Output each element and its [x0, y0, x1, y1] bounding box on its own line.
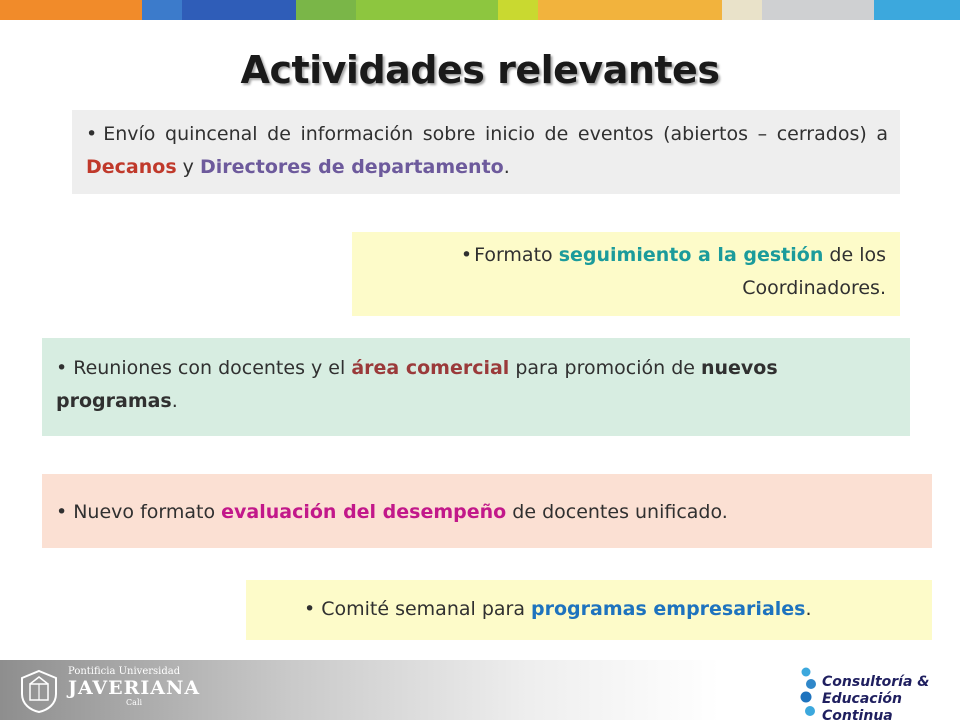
activity-text	[376, 239, 886, 305]
bullet-icon: •	[304, 598, 316, 620]
activity-box-envio	[72, 110, 900, 194]
color-segment	[498, 0, 538, 20]
text-segment: Reuniones con docentes y el	[73, 357, 352, 379]
activity-text	[56, 352, 898, 418]
consultoria-logo	[822, 674, 960, 725]
javeriana-seal-icon	[16, 668, 62, 714]
activity-text	[56, 496, 920, 529]
slide-title: Actividades relevantes	[240, 48, 720, 92]
color-segment	[0, 0, 142, 20]
highlight-programas-empresariales: programas empresariales	[531, 598, 806, 620]
text-segment: de docentes unificado.	[506, 501, 728, 523]
highlight-area-comercial: área comercial	[351, 357, 510, 379]
highlight-directores: Directores de departamento	[199, 156, 504, 178]
color-segment	[722, 0, 762, 20]
javeriana-line2: JAVERIANA	[68, 677, 201, 699]
highlight-evaluacion: evaluación del desempeño	[221, 501, 507, 523]
text-segment: Comité semanal para	[321, 598, 532, 620]
bullet-icon: •	[86, 123, 98, 145]
color-segment	[538, 0, 722, 20]
javeriana-line1: Pontificia Universidad	[68, 666, 181, 677]
text-segment: Formato	[474, 244, 559, 266]
color-segment	[182, 0, 296, 20]
text-segment: .	[503, 156, 510, 178]
consultoria-line2: Educación Continua	[822, 691, 902, 724]
text-segment: .	[171, 390, 178, 412]
activity-text	[304, 593, 920, 626]
activity-box-comite	[246, 580, 932, 640]
text-segment: Envío quincenal de información sobre inicio de eventos (abiertos – cerrados) a	[103, 123, 888, 145]
bullet-icon: •	[56, 501, 68, 523]
text-segment: para promoción de	[509, 357, 701, 379]
consultoria-dots-icon	[798, 666, 818, 718]
text-segment: de los Coordinadores.	[742, 244, 886, 299]
javeriana-logo	[68, 666, 200, 707]
javeriana-city: Cali	[126, 698, 143, 707]
bullet-icon: •	[460, 244, 473, 266]
footer-bar	[0, 660, 960, 724]
highlight-nuevos-programas: nuevos programas	[56, 357, 778, 412]
activity-box-formato-seguimiento	[352, 232, 900, 316]
top-color-bar	[0, 0, 960, 20]
color-segment	[874, 0, 960, 20]
highlight-seguimiento: seguimiento a la gestión	[558, 244, 824, 266]
color-segment	[762, 0, 874, 20]
activity-box-evaluacion	[42, 474, 932, 548]
activity-box-reuniones	[42, 338, 910, 436]
color-segment	[142, 0, 182, 20]
text-segment: y	[176, 156, 200, 178]
color-segment	[356, 0, 498, 20]
consultoria-line1: Consultoría &	[822, 674, 930, 690]
color-segment	[296, 0, 356, 20]
text-segment: .	[805, 598, 812, 620]
highlight-decanos: Decanos	[86, 156, 177, 178]
text-segment: Nuevo formato	[73, 501, 222, 523]
bullet-icon: •	[56, 357, 68, 379]
activity-text	[86, 118, 888, 184]
